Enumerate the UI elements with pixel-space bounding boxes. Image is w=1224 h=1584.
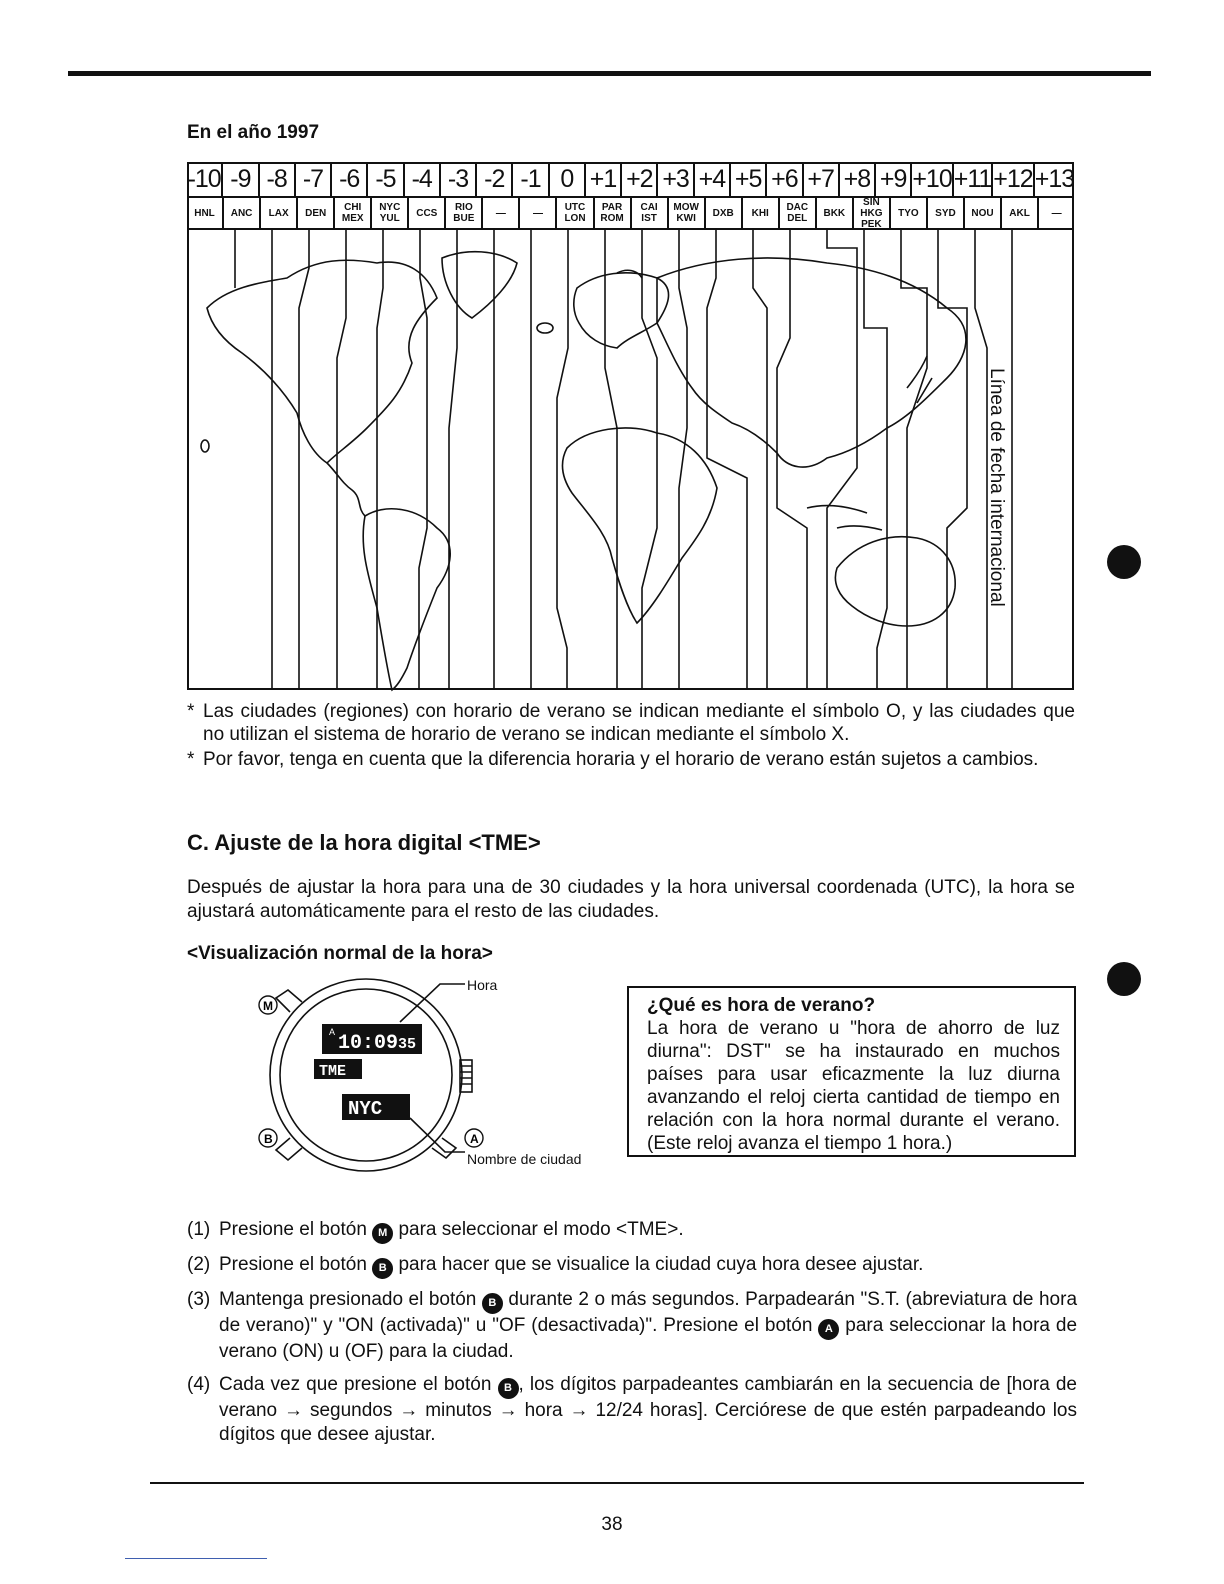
watch-illustration — [250, 972, 479, 1172]
note-item — [187, 748, 1075, 771]
city-cell: AKL — [1002, 198, 1039, 228]
page-number: 38 — [601, 1514, 623, 1535]
offset-cell: +12 — [993, 162, 1034, 196]
offset-cell: +13 — [1034, 165, 1075, 193]
offset-cell: -9 — [223, 162, 259, 196]
step-number: (4) — [187, 1374, 211, 1395]
map-notes — [187, 700, 1075, 773]
offset-cell: +2 — [622, 162, 658, 196]
offset-cell: +5 — [731, 162, 767, 196]
note-item — [187, 700, 1075, 746]
step-number: (3) — [187, 1289, 211, 1310]
section-title: C. Ajuste de la hora digital <TME> — [187, 830, 541, 855]
top-rule — [68, 71, 1151, 76]
offset-cell: -1 — [513, 162, 549, 196]
step-number: (1) — [187, 1219, 211, 1240]
step-text: para seleccionar el modo <TME>. — [398, 1219, 684, 1240]
offset-cell: -8 — [260, 162, 296, 196]
dst-body: La hora de verano u "hora de ahorro de luz diurna": DST" se ha instaurado en muchos países para usar eficazmente la luz diurna avanzando el reloj cierta cantidad de tiempo en relación con la hora normal durante el verano. (Este reloj avanza el tiempo 1 hora.) — [647, 1018, 1060, 1154]
dst-title: ¿Qué es hora de verano? — [647, 995, 876, 1016]
offset-cell: +10 — [912, 162, 953, 196]
lcd-city: NYC — [348, 1098, 383, 1120]
offset-cell: +11 — [954, 162, 994, 196]
button-b-icon: B — [372, 1258, 393, 1279]
world-map-illustration — [187, 228, 1074, 690]
margin-dot — [1107, 545, 1141, 579]
offset-cell: -6 — [332, 162, 368, 196]
city-cell: ANC — [224, 198, 261, 228]
button-b-stem — [276, 1138, 302, 1160]
step-number: (2) — [187, 1254, 211, 1275]
offset-cell: 0 — [550, 162, 586, 196]
subsection-heading: <Visualización normal de la hora> — [187, 943, 493, 964]
lcd-time: 10:09 — [338, 1032, 399, 1055]
city-cell: DXB — [706, 198, 743, 228]
lcd-mode: TME — [319, 1063, 347, 1080]
offset-cell: +1 — [586, 162, 622, 196]
margin-dot — [1107, 962, 1141, 996]
step-item — [187, 1253, 1077, 1279]
offset-cell: +7 — [804, 162, 840, 196]
step-text: Mantenga presionado el botón — [219, 1289, 477, 1310]
city-cell: CHI MEX — [335, 198, 372, 228]
offset-cell: +8 — [840, 162, 876, 196]
city-cell: CCS — [409, 198, 446, 228]
footer-line — [125, 1558, 267, 1559]
button-b-label: B — [264, 1132, 273, 1146]
step-item — [187, 1218, 1077, 1244]
city-cell: NYC YUL — [372, 198, 409, 228]
step-text: Presione el botón — [219, 1219, 367, 1240]
step-text: para seleccionar la hora de verano (ON) u (OF) para la ciudad. — [219, 1315, 1078, 1362]
offset-cell: -2 — [477, 162, 513, 196]
watch-bezel — [270, 979, 462, 1171]
offset-cell: +6 — [767, 162, 803, 196]
button-b-icon: B — [498, 1378, 519, 1399]
label-nombre-ciudad: Nombre de ciudad — [467, 1151, 582, 1167]
button-a-label: A — [470, 1132, 479, 1146]
label-hora: Hora — [467, 977, 498, 993]
step-text: durante 2 o más segundos. Parpadearán "S.T. (abreviatura de hora de verano)" y "ON (activada)" u "OF (desactivada)". Presione el botón — [219, 1289, 1078, 1336]
button-m-icon: M — [372, 1223, 393, 1244]
offset-cell: -4 — [405, 162, 441, 196]
city-cell: MOW KWI — [669, 198, 706, 228]
dateline-label: Línea de fecha internacional — [986, 368, 1007, 607]
city-cell: TYO — [891, 198, 928, 228]
city-cell: PAR ROM — [595, 198, 632, 228]
button-b-icon: B — [482, 1293, 503, 1314]
offset-cell: -5 — [368, 162, 404, 196]
button-a-icon: A — [818, 1319, 839, 1340]
note-text: Por favor, tenga en cuenta que la diferencia horaria y el horario de verano están sujetos a cambios. — [203, 749, 1039, 770]
city-cell: BKK — [817, 198, 854, 228]
city-cell: DAC DEL — [780, 198, 817, 228]
city-cell: KHI — [743, 198, 780, 228]
step-item — [187, 1373, 1077, 1447]
instruction-steps — [187, 1218, 1077, 1456]
note-marker: * — [187, 701, 195, 722]
step-text: Presione el botón — [219, 1254, 367, 1275]
offset-cell: -7 — [296, 162, 332, 196]
button-m-stem — [276, 990, 302, 1012]
note-text: Las ciudades (regiones) con horario de verano se indican mediante el símbolo O, y las ciudades que no utilizan el sistema de horario de verano se indican mediante el símbolo X. — [203, 701, 1075, 745]
city-cell: — — [520, 198, 557, 228]
step-text: para hacer que se visualice la ciudad cuya hora desee ajustar. — [398, 1254, 924, 1275]
city-cell: HNL — [187, 198, 224, 228]
city-cell: CAI IST — [632, 198, 669, 228]
time-zone-offset-row — [187, 162, 1074, 196]
map-year-heading: En el año 1997 — [187, 122, 320, 143]
city-cell: SYD — [928, 198, 965, 228]
step-text: , los dígitos parpadeantes cambiarán en la secuencia de [hora de verano → segundos → minutos → hora → 12/24 horas]. Cerciórese de que estén parpadeando los dígitos que desee ajustar. — [219, 1374, 1078, 1445]
button-m-label: M — [263, 999, 273, 1013]
offset-cell: -10 — [187, 162, 223, 196]
step-text: Cada vez que presione el botón — [219, 1374, 492, 1395]
lcd-ampm: A — [329, 1027, 336, 1037]
note-marker: * — [187, 749, 195, 770]
bottom-rule — [150, 1482, 1084, 1484]
offset-cell: +9 — [876, 162, 912, 196]
city-cell: SIN HKG PEK — [854, 198, 891, 228]
offset-cell: +4 — [695, 162, 731, 196]
step-item — [187, 1288, 1077, 1364]
dst-info-box — [627, 986, 1076, 1157]
offset-cell: +3 — [658, 162, 694, 196]
lcd-seconds: 35 — [398, 1036, 417, 1053]
city-cell: UTC LON — [557, 198, 594, 228]
city-cell: LAX — [261, 198, 298, 228]
city-cell: DEN — [298, 198, 335, 228]
time-zone-city-row — [187, 196, 1074, 230]
city-cell: RIO BUE — [446, 198, 483, 228]
city-cell: NOU — [965, 198, 1002, 228]
city-cell: — — [483, 198, 520, 228]
city-cell: — — [1051, 207, 1062, 219]
section-intro: Después de ajustar la hora para una de 30 ciudades y la hora universal coordenada (UTC), la hora se ajustará automáticamente para el resto de las ciudades. — [187, 877, 1075, 922]
offset-cell: -3 — [441, 162, 477, 196]
watch-face — [280, 989, 452, 1161]
